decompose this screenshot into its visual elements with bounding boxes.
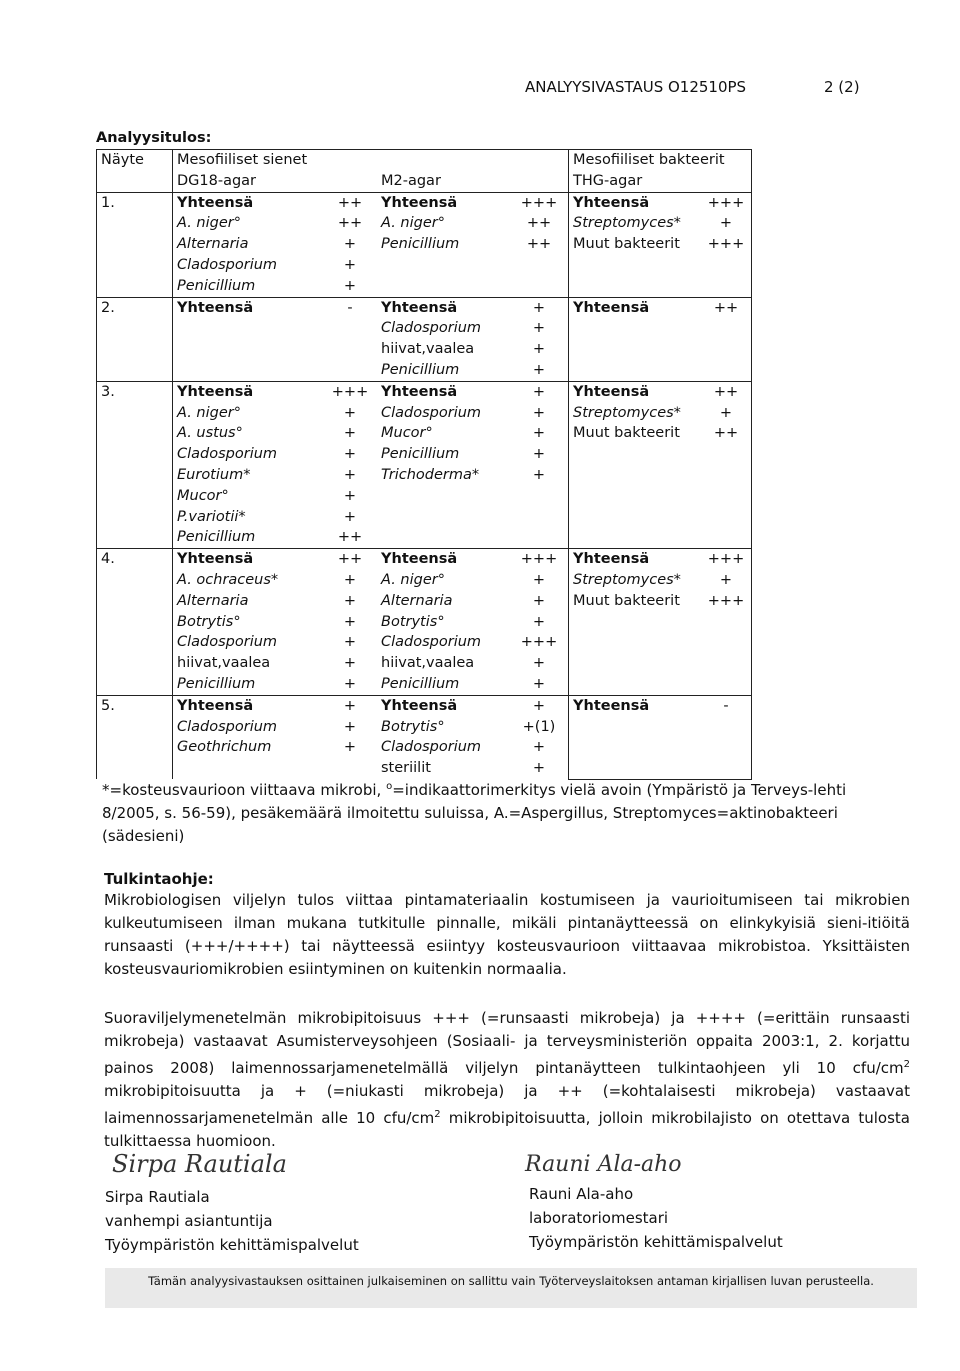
amount-cell: + <box>532 341 546 358</box>
organism-cell: Penicillium <box>381 446 460 463</box>
amount-cell: ++ <box>526 236 552 253</box>
header-fungi-agar: DG18-agar <box>173 171 378 192</box>
sample-cell <box>97 653 173 674</box>
table-row <box>97 465 752 486</box>
organism-cell <box>377 276 510 297</box>
amount-cell: - <box>323 297 377 318</box>
amount-cell: + <box>343 236 357 253</box>
sample-cell <box>97 234 173 255</box>
amount-cell: + <box>343 655 357 672</box>
organism-cell <box>173 339 324 360</box>
organism-cell <box>569 486 702 507</box>
amount-cell <box>701 507 752 528</box>
amount-cell <box>701 486 752 507</box>
amount-cell: + <box>532 404 546 421</box>
amount-cell: + <box>343 487 357 504</box>
organism-cell <box>377 486 510 507</box>
organism-cell: P.variotii* <box>173 507 324 528</box>
organism-cell: Yhteensä <box>381 194 458 211</box>
amount-cell: ++ <box>701 423 752 444</box>
organism-cell: Yhteensä <box>377 549 510 570</box>
amount-cell: + <box>532 613 546 630</box>
amount-cell: +(1) <box>522 718 556 735</box>
header-bacteria: Mesofiiliset bakteerit <box>569 150 752 171</box>
amount-cell: + <box>323 695 377 716</box>
organism-cell: Penicillium <box>173 527 324 548</box>
amount-cell: + <box>532 675 546 692</box>
table-row <box>97 507 752 528</box>
organism-cell: Yhteensä <box>377 381 510 402</box>
amount-cell <box>323 339 377 360</box>
sample-cell <box>97 737 173 758</box>
table-subheader-row <box>97 171 752 192</box>
sample-cell <box>97 360 173 381</box>
organism-cell: Cladosporium <box>381 739 482 756</box>
signatory-1-org: Työympäristön kehittämispalvelut <box>105 1236 359 1254</box>
organism-cell: Cladosporium <box>173 255 324 276</box>
organism-cell <box>569 507 702 528</box>
organism-cell <box>377 255 510 276</box>
sample-cell <box>97 717 173 738</box>
amount-cell: +++ <box>701 549 752 570</box>
header-fungi: Mesofiiliset sienet <box>173 150 378 171</box>
amount-cell: + <box>343 425 357 442</box>
amount-cell: + <box>532 739 546 756</box>
organism-cell <box>569 255 702 276</box>
organism-cell: Yhteensä <box>173 297 324 318</box>
organism-cell: Cladosporium <box>381 320 482 337</box>
amount-cell <box>701 737 752 758</box>
organism-cell: Botrytis° <box>173 612 324 633</box>
organism-cell: Alternaria <box>173 591 324 612</box>
results-table <box>96 149 752 780</box>
guide-paragraph-2: Suoraviljelymenetelmän mikrobipitoisuus +++ (=runsaasti mikrobeja) ja ++++ (=erittäin runsaasti mikrobeja) vastaavat Asumisterveysohjeen (Sosiaali- ja terveysministeriön oppaita 2003:1, 2. korjattu painos 2008) laimennossarjamenetelmällä viljelyn pintanäytteen tulkintaohjeen yli 10 cfu/$cm^2$ mikrobipitoisuutta ja + (=niukasti mikrobeja) ja ++ (=kohtalaisesti mikrobeja) vastaavat laimennossarjamenetelmän alle 10 cfu/$cm^2$ mikrobipitoisuutta, jolloin mikrobilajisto on otettava tulosta tulkittaessa huomioon. <box>104 1009 910 1150</box>
amount-cell: + <box>343 256 357 273</box>
organism-cell: Trichoderma* <box>381 466 480 483</box>
signatory-1 <box>105 1185 359 1257</box>
amount-cell <box>510 255 569 276</box>
amount-cell: ++ <box>337 215 363 232</box>
results-title: Analyysitulos: <box>96 130 212 146</box>
amount-cell: + <box>701 213 752 234</box>
amount-cell: + <box>510 297 569 318</box>
organism-cell <box>377 527 510 548</box>
organism-cell: Yhteensä <box>569 297 702 318</box>
organism-cell: Cladosporium <box>381 634 482 651</box>
signature-scribble-1: Sirpa Rautiala <box>112 1150 287 1178</box>
amount-cell <box>701 255 752 276</box>
table-row <box>97 339 752 360</box>
amount-cell: + <box>343 718 357 735</box>
table-row <box>97 403 752 424</box>
amount-cell: + <box>343 592 357 609</box>
sample-cell <box>97 486 173 507</box>
organism-cell: A. ochraceus* <box>173 570 324 591</box>
table-row <box>97 717 752 738</box>
amount-cell <box>323 318 377 339</box>
organism-cell: Mucor° <box>381 425 433 442</box>
header-sample: Näyte <box>97 150 173 171</box>
organism-cell: Geothrichum <box>173 737 324 758</box>
amount-cell: + <box>701 403 752 424</box>
sample-cell: 1. <box>97 192 173 213</box>
table-row <box>97 276 752 297</box>
organism-cell <box>569 674 702 695</box>
amount-cell: + <box>532 592 546 609</box>
amount-cell <box>510 276 569 297</box>
table-row <box>97 549 752 570</box>
organism-cell: Alternaria <box>173 234 324 255</box>
organism-cell <box>569 276 702 297</box>
organism-cell: A. niger° <box>173 403 324 424</box>
amount-cell: + <box>532 466 546 483</box>
amount-cell: + <box>343 571 357 588</box>
amount-cell <box>701 717 752 738</box>
table-row <box>97 192 752 213</box>
amount-cell <box>701 632 752 653</box>
organism-cell <box>173 360 324 381</box>
table-row <box>97 695 752 716</box>
header-bacteria-agar: THG-agar <box>569 171 752 192</box>
organism-cell: Yhteensä <box>377 695 510 716</box>
organism-cell: Yhteensä <box>173 192 324 213</box>
organism-cell <box>569 444 702 465</box>
table-row <box>97 234 752 255</box>
header-m2-agar: M2-agar <box>377 171 569 192</box>
sample-cell <box>97 570 173 591</box>
amount-cell: + <box>343 634 357 651</box>
sample-cell <box>97 591 173 612</box>
amount-cell: ++ <box>323 549 377 570</box>
organism-cell: Alternaria <box>381 592 453 609</box>
sample-cell: 5. <box>97 695 173 716</box>
organism-cell: Penicillium <box>173 674 324 695</box>
organism-cell: A. niger° <box>381 571 445 588</box>
table-row <box>97 674 752 695</box>
organism-cell: Cladosporium <box>173 444 324 465</box>
table-row <box>97 570 752 591</box>
guide-title: Tulkintaohje: <box>104 870 214 888</box>
amount-cell: + <box>343 404 357 421</box>
organism-cell: Muut bakteerit <box>569 423 702 444</box>
organism-cell: Yhteensä <box>569 381 702 402</box>
sample-cell <box>97 674 173 695</box>
amount-cell: +++ <box>701 192 752 213</box>
organism-cell <box>377 507 510 528</box>
organism-cell: Yhteensä <box>569 549 702 570</box>
organism-cell <box>569 360 702 381</box>
amount-cell: +++ <box>701 591 752 612</box>
amount-cell <box>701 612 752 633</box>
organism-cell <box>569 612 702 633</box>
table-row <box>97 213 752 234</box>
sample-cell: 3. <box>97 381 173 402</box>
amount-cell: + <box>343 446 357 463</box>
amount-cell <box>701 653 752 674</box>
table-row <box>97 318 752 339</box>
organism-cell <box>569 737 702 758</box>
amount-cell: + <box>343 739 357 756</box>
organism-cell <box>569 653 702 674</box>
organism-cell: Streptomyces* <box>569 570 702 591</box>
organism-cell: Cladosporium <box>381 404 482 421</box>
amount-cell: - <box>701 695 752 716</box>
amount-cell: + <box>701 570 752 591</box>
amount-cell: +++ <box>510 549 569 570</box>
amount-cell: +++ <box>520 634 558 651</box>
organism-cell: Cladosporium <box>173 717 324 738</box>
sample-cell <box>97 612 173 633</box>
amount-cell <box>701 360 752 381</box>
footer-notice: Tämän analyysivastauksen osittainen julkaiseminen on sallittu vain Työterveyslaitoksen antaman kirjallisen luvan perusteella. <box>105 1268 917 1308</box>
amount-cell: + <box>532 571 546 588</box>
table-row <box>97 653 752 674</box>
sample-cell <box>97 318 173 339</box>
amount-cell: + <box>532 446 546 463</box>
amount-cell: + <box>532 361 546 378</box>
table-row <box>97 612 752 633</box>
signatory-1-title: vanhempi asiantuntija <box>105 1212 273 1230</box>
amount-cell: +++ <box>520 194 558 211</box>
organism-cell: Yhteensä <box>569 192 702 213</box>
sample-cell <box>97 444 173 465</box>
organism-cell <box>173 318 324 339</box>
organism-cell: Botrytis° <box>381 613 445 630</box>
organism-cell: Streptomyces* <box>569 213 702 234</box>
table-row <box>97 255 752 276</box>
amount-cell: + <box>343 613 357 630</box>
organism-cell: Yhteensä <box>569 695 702 716</box>
amount-cell: ++ <box>701 297 752 318</box>
signatory-1-name: Sirpa Rautiala <box>105 1188 210 1206</box>
report-label: ANALYYSIVASTAUS O12510PS <box>525 78 747 96</box>
amount-cell: + <box>532 320 546 337</box>
organism-cell: Eurotium* <box>173 465 324 486</box>
signatory-2 <box>529 1182 783 1254</box>
organism-cell: Penicillium <box>381 675 460 692</box>
organism-cell: steriilit <box>381 760 431 777</box>
guide-paragraph-1: Mikrobiologisen viljelyn tulos viittaa pintamateriaalin kostumiseen ja vaurioitumiseen tai mikrobien kulkeutumiseen ilman mukana tutkitulle pinnalle, mikäli pintanäytteessä on elinkykyisiä sieni-itiöitä runsaasti (+++/++++) tai näytteessä esiintyy kosteusvaurioon viittaavaa mikrobistoa. Yksittäisten kosteusvauriomikrobien esiintyminen on kuitenkin normaalia. <box>104 891 910 978</box>
sample-cell <box>97 507 173 528</box>
sample-cell: 4. <box>97 549 173 570</box>
table-row <box>97 297 752 318</box>
organism-cell: Penicillium <box>381 361 460 378</box>
organism-cell <box>569 527 702 548</box>
amount-cell: + <box>510 695 569 716</box>
organism-cell <box>569 339 702 360</box>
table-row <box>97 360 752 381</box>
amount-cell: ++ <box>526 215 552 232</box>
organism-cell: Muut bakteerit <box>569 234 702 255</box>
table-row <box>97 486 752 507</box>
signature-scribble-2: Rauni Ala-aho <box>525 1152 682 1177</box>
amount-cell: + <box>532 425 546 442</box>
sample-cell <box>97 465 173 486</box>
amount-cell <box>510 507 569 528</box>
organism-cell: Streptomyces* <box>569 403 702 424</box>
organism-cell <box>569 717 702 738</box>
sample-cell <box>97 255 173 276</box>
organism-cell: hiivat,vaalea <box>173 653 324 674</box>
amount-cell: +++ <box>701 234 752 255</box>
amount-cell: + <box>510 381 569 402</box>
table-row <box>97 527 752 548</box>
amount-cell <box>510 486 569 507</box>
amount-cell <box>701 339 752 360</box>
amount-cell: +++ <box>323 381 377 402</box>
organism-cell: Cladosporium <box>173 632 324 653</box>
organism-cell: Mucor° <box>173 486 324 507</box>
sample-cell <box>97 632 173 653</box>
table-row <box>97 737 752 758</box>
sample-cell <box>97 339 173 360</box>
table-row <box>97 632 752 653</box>
organism-cell: hiivat,vaalea <box>381 341 475 358</box>
amount-cell: + <box>343 466 357 483</box>
amount-cell: + <box>343 675 357 692</box>
amount-cell: ++ <box>337 529 363 546</box>
signatory-2-org: Työympäristön kehittämispalvelut <box>529 1233 783 1251</box>
table-header-row <box>97 150 752 171</box>
organism-cell: A. niger° <box>173 213 324 234</box>
table-row <box>97 423 752 444</box>
sample-cell <box>97 213 173 234</box>
signatory-2-title: laboratoriomestari <box>529 1209 669 1227</box>
amount-cell: + <box>343 277 357 294</box>
signatory-2-name: Rauni Ala-aho <box>529 1185 634 1203</box>
amount-cell: ++ <box>337 194 363 211</box>
footnote: *=kosteusvaurioon viittaava mikrobi, $^o$=indikaattorimerkitys vielä avoin (Ympäristö ja Terveys-lehti 8/2005, s. 56-59), pesäkemäärä ilmoitettu suluissa, A.=Aspergillus, Streptomyces=aktinobakteeri (sädesieni) <box>102 781 847 845</box>
organism-cell: hiivat,vaalea <box>381 655 475 672</box>
amount-cell <box>701 527 752 548</box>
sample-cell <box>97 276 173 297</box>
organism-cell: Yhteensä <box>377 297 510 318</box>
organism-cell: Botrytis° <box>381 718 445 735</box>
table-row <box>97 591 752 612</box>
amount-cell <box>510 527 569 548</box>
amount-cell <box>701 674 752 695</box>
organism-cell: A. ustus° <box>173 423 324 444</box>
amount-cell: ++ <box>701 381 752 402</box>
amount-cell <box>701 444 752 465</box>
sample-cell <box>97 403 173 424</box>
amount-cell <box>701 276 752 297</box>
amount-cell <box>323 360 377 381</box>
sample-cell: 2. <box>97 297 173 318</box>
organism-cell <box>569 632 702 653</box>
organism-cell: A. niger° <box>381 215 445 232</box>
amount-cell: + <box>343 508 357 525</box>
amount-cell: + <box>532 655 546 672</box>
organism-cell: Yhteensä <box>173 695 324 716</box>
amount-cell <box>701 318 752 339</box>
amount-cell: + <box>532 760 546 777</box>
organism-cell: Yhteensä <box>173 381 324 402</box>
organism-cell: Penicillium <box>381 236 460 253</box>
organism-cell <box>569 465 702 486</box>
sample-cell <box>97 527 173 548</box>
organism-cell: Yhteensä <box>173 549 324 570</box>
amount-cell <box>701 465 752 486</box>
page-number: 2 (2) <box>824 78 860 96</box>
organism-cell <box>569 318 702 339</box>
organism-cell: Penicillium <box>173 276 324 297</box>
table-row <box>97 444 752 465</box>
organism-cell: Muut bakteerit <box>569 591 702 612</box>
sample-cell <box>97 423 173 444</box>
table-row <box>97 381 752 402</box>
